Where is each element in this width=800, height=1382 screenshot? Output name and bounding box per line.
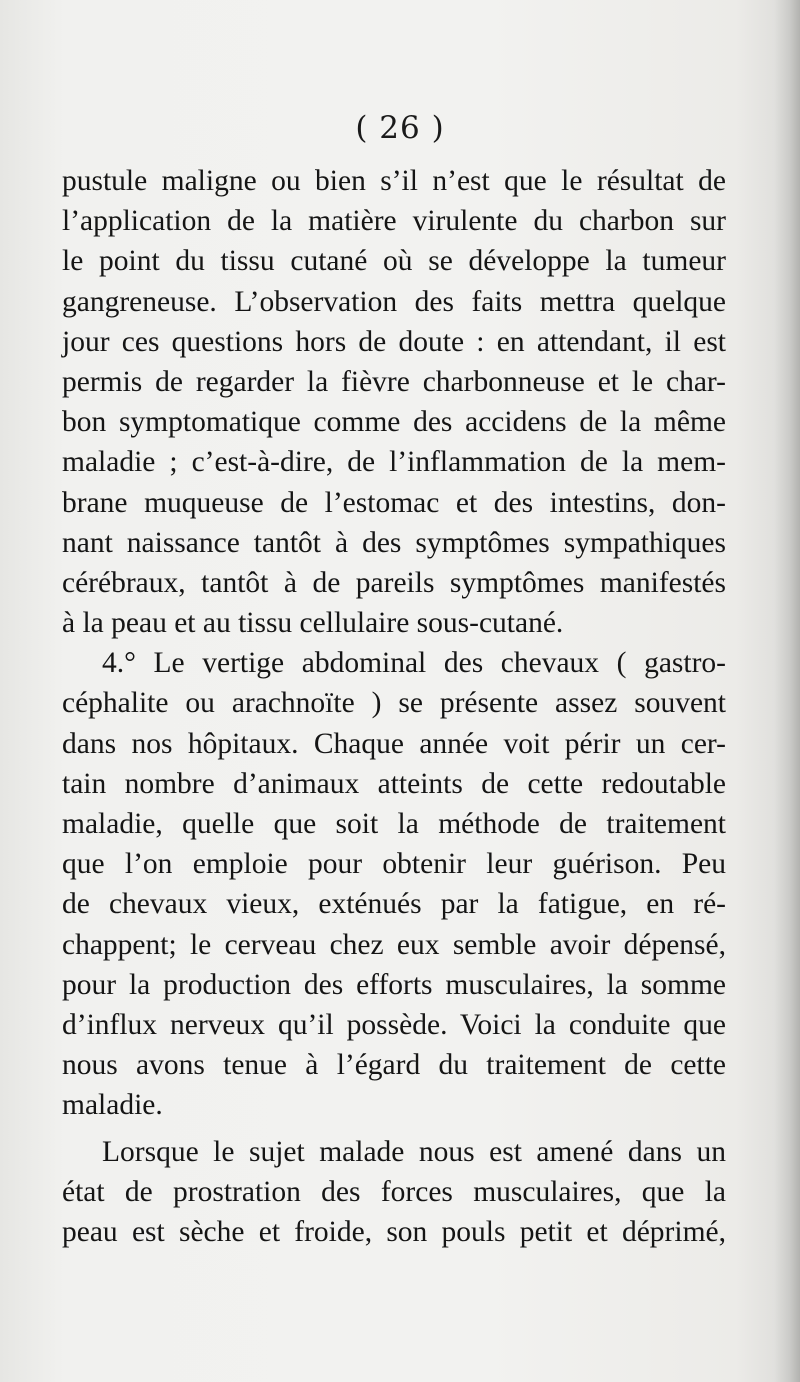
page-edge-shadow — [774, 0, 800, 1382]
text-line: d’influx nerveux qu’il possède. Voici la conduite que — [62, 1008, 726, 1041]
text-line: l’application de la matière virulente du charbon sur — [62, 205, 726, 238]
text-line: 4.° Le vertige abdominal des chevaux ( gastro- — [102, 647, 726, 680]
text-line: peau est sèche et froide, son pouls petit et déprimé, — [62, 1215, 726, 1248]
text-line: brane muqueuse de l’estomac et des intestins, don- — [62, 486, 726, 519]
text-line: à la peau et au tissu cellulaire sous-cutané. — [62, 607, 564, 640]
text-line: pustule maligne ou bien s’il n’est que le résultat de — [62, 165, 726, 197]
text-line: nant naissance tantôt à des symptômes sympathiques — [62, 526, 726, 559]
text-line: que l’on emploie pour obtenir leur guérison. Peu — [62, 848, 726, 881]
text-line: pour la production des efforts musculaires, la somme — [62, 968, 726, 1001]
text-line: chappent; le cerveau chez eux semble avoir dépensé, — [62, 928, 726, 961]
text-line: le point du tissu cutané où se développe la tumeur — [62, 245, 726, 278]
text-line: Lorsque le sujet malade nous est amené dans un — [102, 1135, 726, 1168]
text-line: céphalite ou arachnoïte ) se présente assez souvent — [62, 687, 726, 720]
text-line: dans nos hôpitaux. Chaque année voit périr un cer- — [62, 727, 726, 760]
text-line: bon symptomatique comme des accidens de la même — [62, 406, 726, 439]
text-line: permis de regarder la fièvre charbonneuse et le char- — [62, 365, 726, 398]
paragraph — [62, 1132, 726, 1253]
text-line: maladie ; c’est-à-dire, de l’inflammation de la mem- — [62, 446, 726, 479]
text-line: état de prostration des forces musculaires, que la — [62, 1175, 726, 1208]
text-line: nous avons tenue à l’égard du traitement de cette — [62, 1049, 726, 1082]
paragraph — [62, 643, 726, 1125]
text-line: jour ces questions hors de doute : en attendant, il est — [62, 325, 726, 358]
paragraph — [62, 161, 726, 643]
page-number: ( 26 ) — [355, 110, 445, 146]
body-text — [62, 161, 726, 1252]
text-line: de chevaux vieux, exténués par la fatigue, en ré- — [62, 888, 726, 921]
text-line: cérébraux, tantôt à de pareils symptômes manifestés — [62, 566, 726, 599]
text-line: tain nombre d’animaux atteints de cette redoutable — [62, 767, 726, 800]
text-line: maladie. — [62, 1089, 163, 1122]
text-line: maladie, quelle que soit la méthode de traitement — [62, 808, 726, 840]
text-line: gangreneuse. L’observation des faits mettra quelque — [62, 285, 726, 318]
